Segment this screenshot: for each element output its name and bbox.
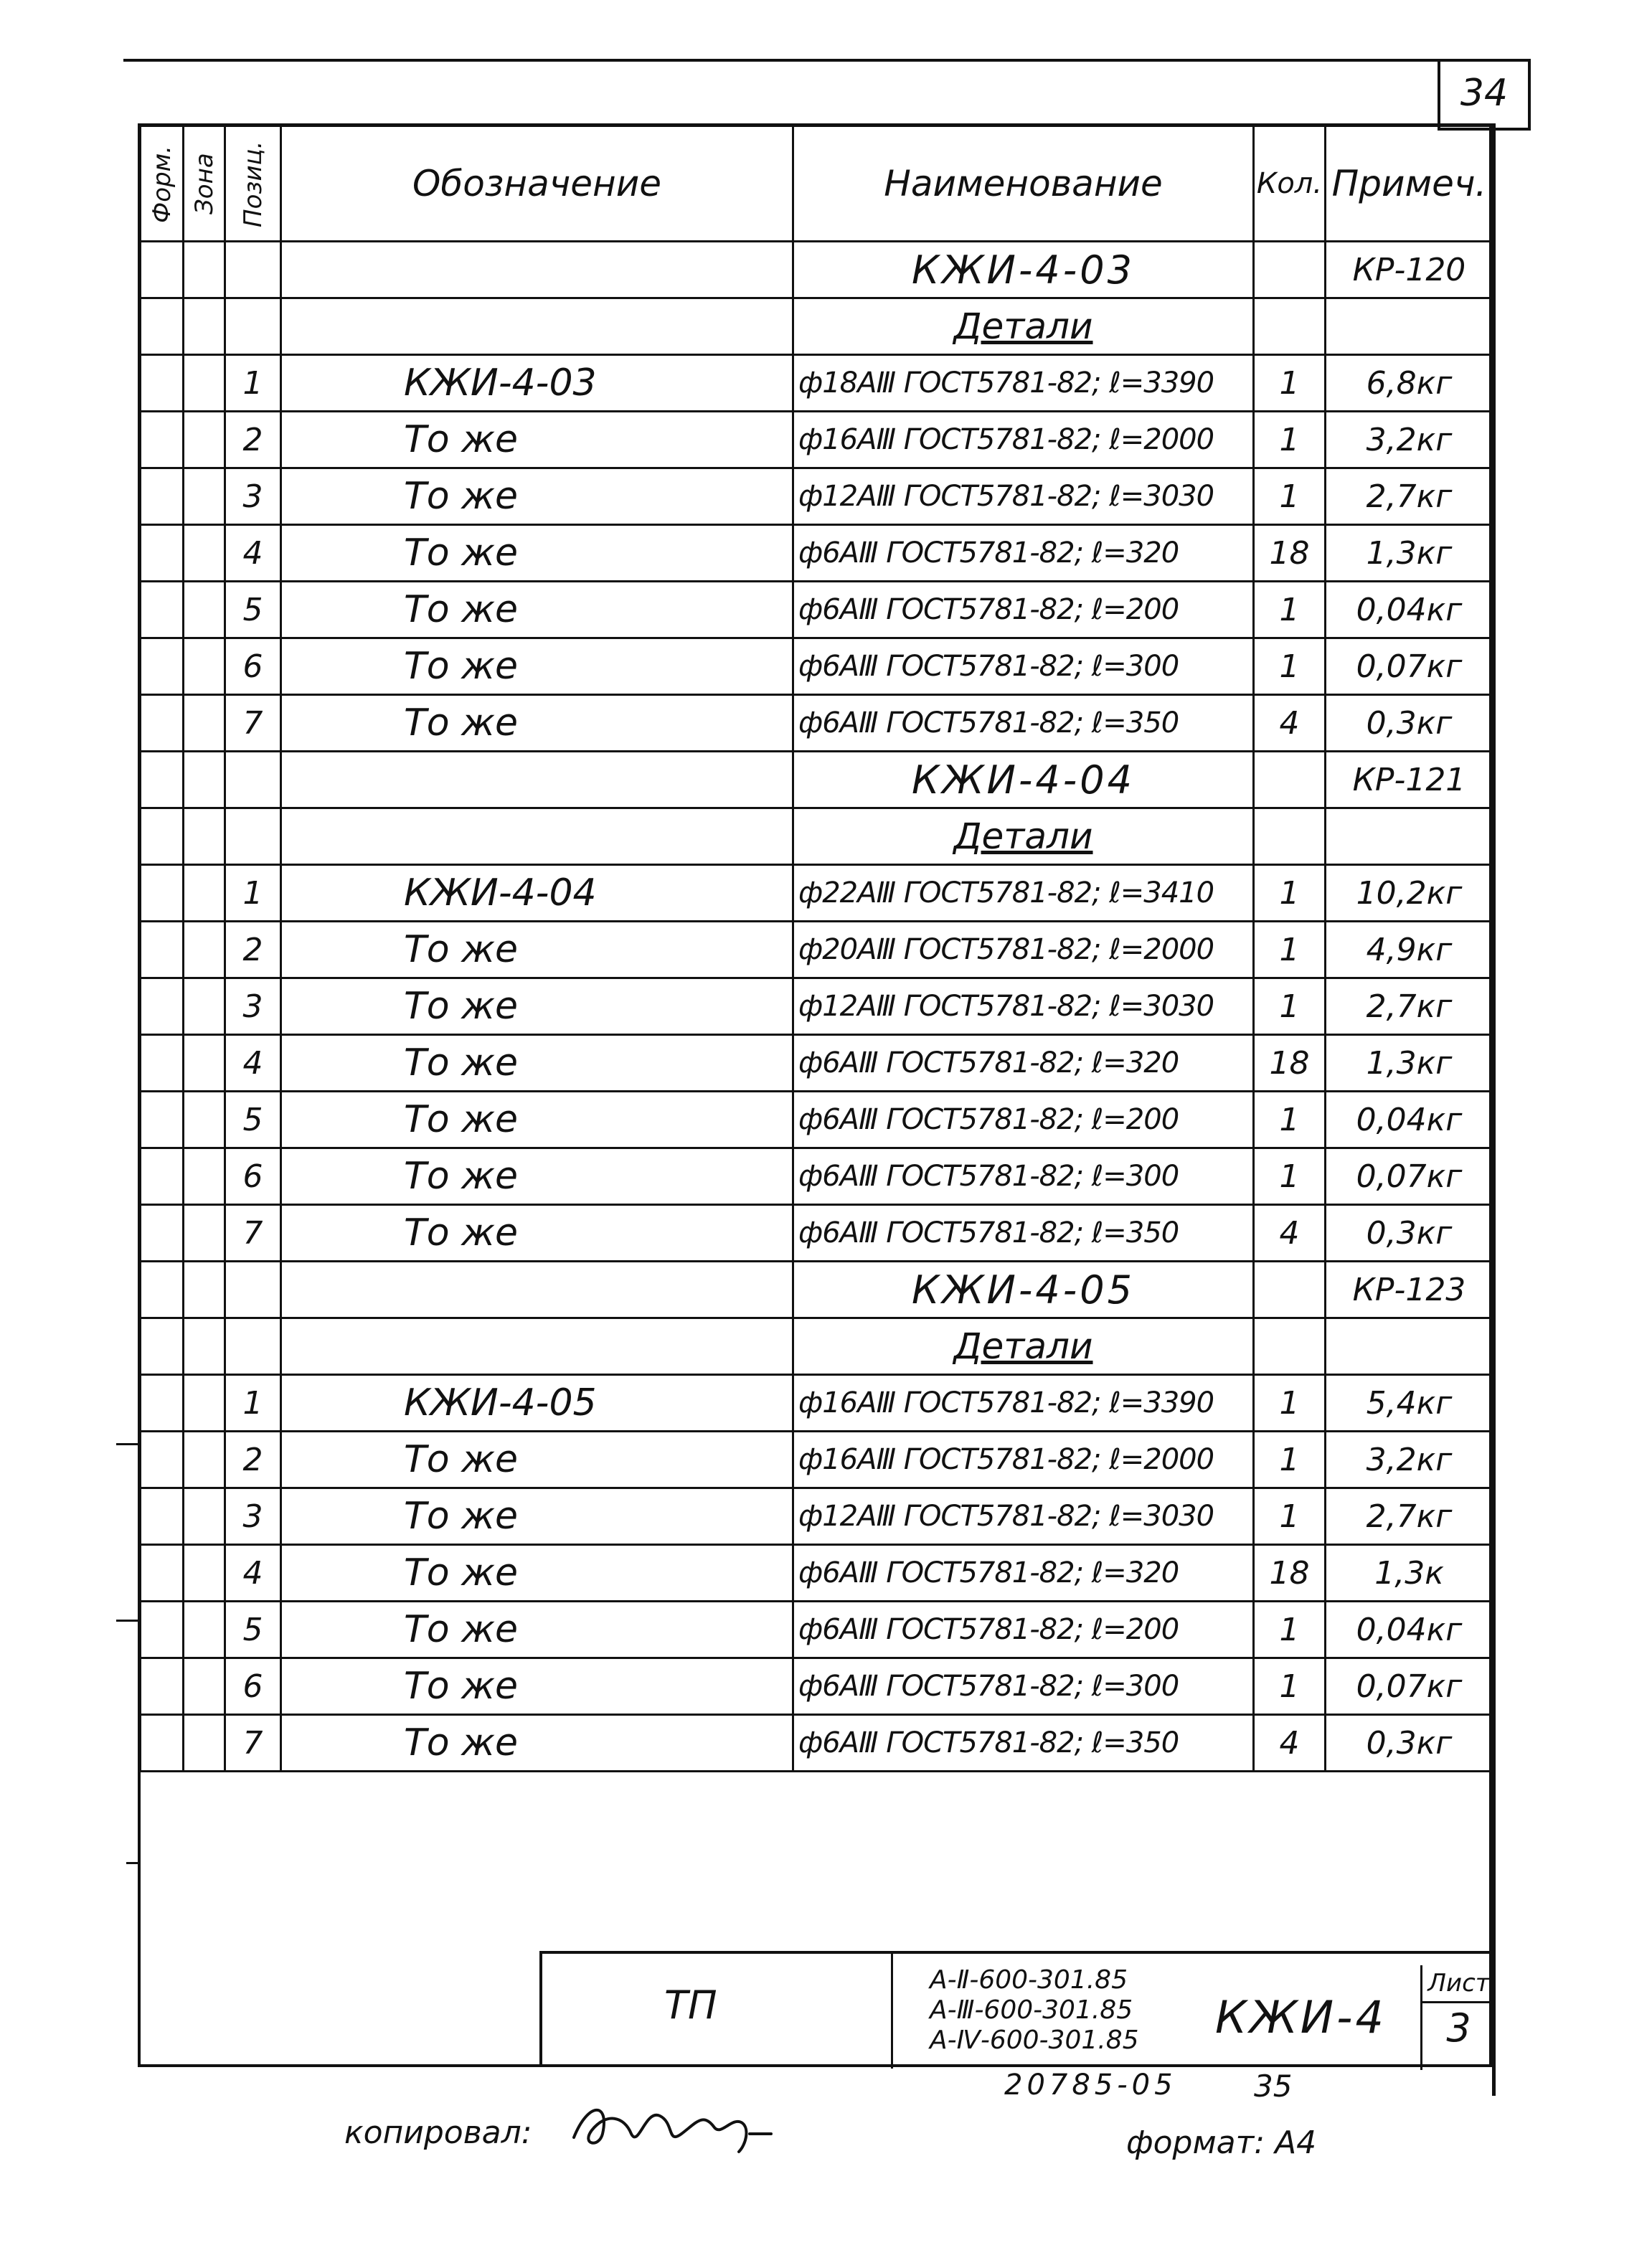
header-name: Наименование [793, 126, 1254, 242]
table-row [141, 1092, 1493, 1148]
item-note: 0,04кг [1326, 582, 1493, 638]
item-position: 7 [225, 1715, 281, 1772]
item-name: ф6АⅢ ГОСТ5781-82; ℓ=200 [793, 582, 1254, 638]
item-designation: То же [281, 978, 793, 1035]
cell-quantity [1254, 1318, 1326, 1375]
cell-zone [184, 298, 225, 355]
title-block-sheet-number: 3 [1446, 2005, 1471, 2051]
cell-format [141, 1432, 184, 1488]
item-position: 1 [225, 865, 281, 922]
item-note: 0,07кг [1326, 638, 1493, 695]
table-row [141, 1205, 1493, 1262]
cell-format [141, 1092, 184, 1148]
item-designation: То же [281, 922, 793, 978]
cell-format [141, 298, 184, 355]
item-quantity: 4 [1254, 1715, 1326, 1772]
cell-designation [281, 1318, 793, 1375]
item-designation: То же [281, 412, 793, 468]
cell-zone [184, 525, 225, 582]
item-designation: То же [281, 1148, 793, 1205]
item-quantity: 4 [1254, 1205, 1326, 1262]
cell-designation [281, 752, 793, 808]
item-name: ф22АⅢ ГОСТ5781-82; ℓ=3410 [793, 865, 1254, 922]
margin-tick [126, 1862, 139, 1864]
cell-quantity [1254, 1262, 1326, 1318]
table-row [141, 1432, 1493, 1488]
cell-zone [184, 412, 225, 468]
item-designation: То же [281, 468, 793, 525]
cell-position [225, 808, 281, 865]
item-quantity: 18 [1254, 1545, 1326, 1602]
table-body [141, 242, 1493, 1772]
cell-designation [281, 808, 793, 865]
item-position: 3 [225, 1488, 281, 1545]
item-name: ф6АⅢ ГОСТ5781-82; ℓ=320 [793, 525, 1254, 582]
item-note: 0,07кг [1326, 1148, 1493, 1205]
cell-format [141, 1602, 184, 1658]
item-name: ф16АⅢ ГОСТ5781-82; ℓ=3390 [793, 1375, 1254, 1432]
item-designation: То же [281, 1545, 793, 1602]
cell-format [141, 412, 184, 468]
item-designation: То же [281, 1488, 793, 1545]
title-block-tp: ТП [664, 1982, 717, 2028]
item-position: 3 [225, 978, 281, 1035]
item-note: 5,4кг [1326, 1375, 1493, 1432]
item-note: 3,2кг [1326, 412, 1493, 468]
item-quantity: 4 [1254, 695, 1326, 752]
item-designation: КЖИ-4-05 [281, 1375, 793, 1432]
table-row [141, 695, 1493, 752]
archive-number: 20785-05 [1004, 2069, 1177, 2102]
cell-format [141, 808, 184, 865]
item-position: 2 [225, 922, 281, 978]
cell-format [141, 1318, 184, 1375]
item-quantity: 18 [1254, 1035, 1326, 1092]
cell-zone [184, 1545, 225, 1602]
item-designation: То же [281, 695, 793, 752]
table-row [141, 582, 1493, 638]
item-note: 2,7кг [1326, 468, 1493, 525]
group-title-row [141, 1262, 1493, 1318]
table-row [141, 1602, 1493, 1658]
cell-zone [184, 808, 225, 865]
cell-zone [184, 752, 225, 808]
item-name: ф6АⅢ ГОСТ5781-82; ℓ=300 [793, 638, 1254, 695]
cell-zone [184, 1602, 225, 1658]
item-name: ф6АⅢ ГОСТ5781-82; ℓ=320 [793, 1545, 1254, 1602]
item-designation: То же [281, 1602, 793, 1658]
group-note: КР-121 [1326, 752, 1493, 808]
title-block [539, 1951, 1492, 2067]
cell-quantity [1254, 808, 1326, 865]
sheet-number: 34 [1460, 72, 1509, 115]
group-title: КЖИ-4-03 [793, 242, 1254, 298]
item-position: 5 [225, 1602, 281, 1658]
cell-format [141, 1205, 184, 1262]
item-name: ф12АⅢ ГОСТ5781-82; ℓ=3030 [793, 978, 1254, 1035]
item-quantity: 1 [1254, 922, 1326, 978]
item-quantity: 1 [1254, 412, 1326, 468]
item-note: 2,7кг [1326, 1488, 1493, 1545]
cell-zone [184, 1658, 225, 1715]
cell-zone [184, 1488, 225, 1545]
item-name: ф6АⅢ ГОСТ5781-82; ℓ=350 [793, 1205, 1254, 1262]
item-designation: То же [281, 1205, 793, 1262]
group-note: КР-120 [1326, 242, 1493, 298]
title-block-code: А-Ⅳ-600-301.85 [930, 2026, 1139, 2055]
cell-format [141, 752, 184, 808]
item-position: 4 [225, 525, 281, 582]
archive-page-number: 35 [1254, 2069, 1293, 2104]
cell-position [225, 1262, 281, 1318]
item-designation: КЖИ-4-04 [281, 865, 793, 922]
group-section-title: Детали [793, 808, 1254, 865]
item-quantity: 1 [1254, 1488, 1326, 1545]
title-block-document: КЖИ-4 [1215, 1991, 1387, 2043]
cell-zone [184, 1715, 225, 1772]
table-row [141, 1545, 1493, 1602]
group-section-title: Детали [793, 298, 1254, 355]
group-note: КР-123 [1326, 1262, 1493, 1318]
cell-zone [184, 1035, 225, 1092]
item-quantity: 1 [1254, 978, 1326, 1035]
item-quantity: 1 [1254, 638, 1326, 695]
group-title: КЖИ-4-05 [793, 1262, 1254, 1318]
item-note: 6,8кг [1326, 355, 1493, 412]
item-designation: То же [281, 1035, 793, 1092]
item-note: 0,04кг [1326, 1092, 1493, 1148]
item-name: ф6АⅢ ГОСТ5781-82; ℓ=320 [793, 1035, 1254, 1092]
cell-zone [184, 638, 225, 695]
header-note: Примеч. [1326, 126, 1493, 242]
item-position: 7 [225, 695, 281, 752]
cell-format [141, 468, 184, 525]
item-quantity: 1 [1254, 1148, 1326, 1205]
cell-format [141, 922, 184, 978]
item-designation: То же [281, 638, 793, 695]
table-row [141, 922, 1493, 978]
group-section-title: Детали [793, 1318, 1254, 1375]
item-position: 3 [225, 468, 281, 525]
table-row [141, 1658, 1493, 1715]
item-quantity: 1 [1254, 582, 1326, 638]
item-note: 1,3кг [1326, 1035, 1493, 1092]
cell-format [141, 1375, 184, 1432]
item-position: 2 [225, 412, 281, 468]
cell-note [1326, 1318, 1493, 1375]
header-designation: Обозначение [281, 126, 793, 242]
cell-zone [184, 1148, 225, 1205]
cell-position [225, 242, 281, 298]
item-position: 1 [225, 355, 281, 412]
signature-image [567, 2094, 782, 2159]
item-name: ф6АⅢ ГОСТ5781-82; ℓ=350 [793, 695, 1254, 752]
item-note: 0,3кг [1326, 1205, 1493, 1262]
group-section-row [141, 298, 1493, 355]
table-header [141, 126, 1493, 242]
cell-format [141, 355, 184, 412]
table-row [141, 468, 1493, 525]
group-title-row [141, 242, 1493, 298]
item-note: 2,7кг [1326, 978, 1493, 1035]
item-note: 0,04кг [1326, 1602, 1493, 1658]
cell-zone [184, 978, 225, 1035]
title-block-sheet-cell [1420, 1965, 1495, 2070]
specification-table [139, 125, 1494, 1772]
cell-zone [184, 922, 225, 978]
header-quantity: Кол. [1254, 126, 1326, 242]
cell-zone [184, 1205, 225, 1262]
table-row [141, 638, 1493, 695]
item-designation: То же [281, 1658, 793, 1715]
cell-zone [184, 242, 225, 298]
margin-tick [116, 1443, 139, 1445]
item-name: ф6АⅢ ГОСТ5781-82; ℓ=300 [793, 1658, 1254, 1715]
item-name: ф16АⅢ ГОСТ5781-82; ℓ=2000 [793, 412, 1254, 468]
item-position: 5 [225, 1092, 281, 1148]
item-note: 1,3к [1326, 1545, 1493, 1602]
cell-designation [281, 1262, 793, 1318]
item-name: ф6АⅢ ГОСТ5781-82; ℓ=350 [793, 1715, 1254, 1772]
item-designation: То же [281, 525, 793, 582]
item-quantity: 1 [1254, 1092, 1326, 1148]
table-row [141, 1375, 1493, 1432]
group-title: КЖИ-4-04 [793, 752, 1254, 808]
table-row [141, 1488, 1493, 1545]
item-position: 6 [225, 1658, 281, 1715]
table-row [141, 978, 1493, 1035]
cell-quantity [1254, 752, 1326, 808]
cell-position [225, 298, 281, 355]
item-name: ф6АⅢ ГОСТ5781-82; ℓ=200 [793, 1092, 1254, 1148]
item-position: 6 [225, 1148, 281, 1205]
cell-format [141, 1715, 184, 1772]
table-row [141, 865, 1493, 922]
item-position: 2 [225, 1432, 281, 1488]
title-block-divider [891, 1954, 893, 2069]
item-designation: КЖИ-4-03 [281, 355, 793, 412]
table-row [141, 355, 1493, 412]
item-quantity: 1 [1254, 1658, 1326, 1715]
cell-format [141, 1545, 184, 1602]
item-note: 10,2кг [1326, 865, 1493, 922]
item-name: ф20АⅢ ГОСТ5781-82; ℓ=2000 [793, 922, 1254, 978]
group-title-row [141, 752, 1493, 808]
margin-tick [116, 1620, 139, 1622]
cell-format [141, 1148, 184, 1205]
item-quantity: 1 [1254, 1375, 1326, 1432]
cell-quantity [1254, 242, 1326, 298]
cell-zone [184, 865, 225, 922]
group-section-row [141, 1318, 1493, 1375]
table-row [141, 1715, 1493, 1772]
cell-designation [281, 242, 793, 298]
cell-format [141, 242, 184, 298]
cell-zone [184, 1262, 225, 1318]
cell-format [141, 525, 184, 582]
cell-format [141, 865, 184, 922]
cell-zone [184, 1092, 225, 1148]
table-row [141, 1148, 1493, 1205]
item-designation: То же [281, 582, 793, 638]
cell-position [225, 752, 281, 808]
cell-zone [184, 582, 225, 638]
top-border-line [123, 59, 1531, 62]
table-row [141, 412, 1493, 468]
cell-zone [184, 1375, 225, 1432]
item-name: ф12АⅢ ГОСТ5781-82; ℓ=3030 [793, 468, 1254, 525]
cell-format [141, 1488, 184, 1545]
item-position: 6 [225, 638, 281, 695]
title-block-codes [930, 1965, 1139, 2056]
item-note: 0,3кг [1326, 695, 1493, 752]
cell-note [1326, 808, 1493, 865]
cell-zone [184, 1432, 225, 1488]
cell-zone [184, 695, 225, 752]
item-position: 1 [225, 1375, 281, 1432]
item-name: ф6АⅢ ГОСТ5781-82; ℓ=200 [793, 1602, 1254, 1658]
sheet-number-box [1438, 59, 1531, 131]
cell-quantity [1254, 298, 1326, 355]
item-quantity: 1 [1254, 355, 1326, 412]
header-format: Форм. [141, 126, 184, 242]
item-position: 4 [225, 1545, 281, 1602]
cell-zone [184, 468, 225, 525]
cell-format [141, 1035, 184, 1092]
cell-format [141, 1658, 184, 1715]
cell-format [141, 695, 184, 752]
item-designation: То же [281, 1092, 793, 1148]
item-note: 0,07кг [1326, 1658, 1493, 1715]
item-position: 4 [225, 1035, 281, 1092]
table-row [141, 525, 1493, 582]
cell-note [1326, 298, 1493, 355]
item-quantity: 1 [1254, 865, 1326, 922]
item-name: ф6АⅢ ГОСТ5781-82; ℓ=300 [793, 1148, 1254, 1205]
item-quantity: 1 [1254, 468, 1326, 525]
item-quantity: 18 [1254, 525, 1326, 582]
item-designation: То же [281, 1432, 793, 1488]
title-block-code: А-Ⅱ-600-301.85 [930, 1965, 1128, 1995]
group-section-row [141, 808, 1493, 865]
item-note: 3,2кг [1326, 1432, 1493, 1488]
cell-position [225, 1318, 281, 1375]
cell-zone [184, 1318, 225, 1375]
cell-format [141, 978, 184, 1035]
cell-format [141, 582, 184, 638]
cell-format [141, 638, 184, 695]
item-position: 7 [225, 1205, 281, 1262]
table-row [141, 1035, 1493, 1092]
cell-format [141, 1262, 184, 1318]
format-label: формат: А4 [1126, 2125, 1317, 2161]
header-zone: Зона [184, 126, 225, 242]
cell-designation [281, 298, 793, 355]
item-quantity: 1 [1254, 1432, 1326, 1488]
title-block-sheet-label: Лист [1422, 1965, 1495, 2003]
item-note: 0,3кг [1326, 1715, 1493, 1772]
item-position: 5 [225, 582, 281, 638]
item-note: 1,3кг [1326, 525, 1493, 582]
header-position: Позиц. [225, 126, 281, 242]
copied-label: копировал: [344, 2114, 532, 2151]
item-note: 4,9кг [1326, 922, 1493, 978]
item-quantity: 1 [1254, 1602, 1326, 1658]
item-name: ф12АⅢ ГОСТ5781-82; ℓ=3030 [793, 1488, 1254, 1545]
cell-zone [184, 355, 225, 412]
title-block-code: А-Ⅲ-600-301.85 [930, 1995, 1133, 2025]
item-name: ф18АⅢ ГОСТ5781-82; ℓ=3390 [793, 355, 1254, 412]
item-name: ф16АⅢ ГОСТ5781-82; ℓ=2000 [793, 1432, 1254, 1488]
item-designation: То же [281, 1715, 793, 1772]
